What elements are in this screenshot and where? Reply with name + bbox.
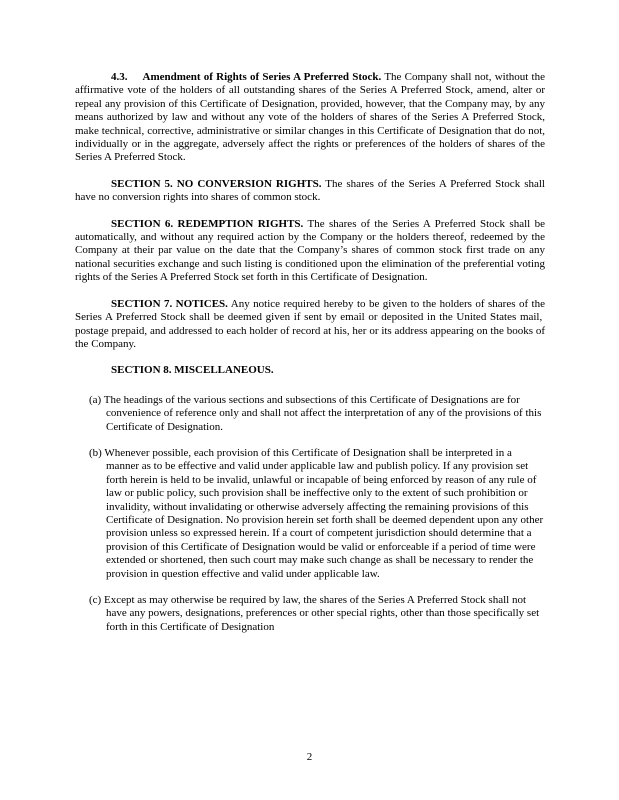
list-item-b-marker: (b) [89,446,102,459]
paragraph-section-5 [75,178,545,205]
paragraph-section-8-heading [75,364,545,377]
section-7-body: Any notice required hereby to be given to the holders of shares of the Series A Preferred Stock shall be deemed given if sent by email or deposited in the United States mail, postage prepaid, and addressed to each holder of record at his, her or its address appearing on the books of the Company. [75,297,545,350]
list-item-c-text: Except as may otherwise be required by law, the shares of the Series A Preferred Stock shall not have any powers, designations, preferences or other special rights, other than those specifically set forth in this Certificate of Designation [103,594,540,633]
section-7-title: SECTION 7. NOTICES. [111,297,228,310]
list-item-b-text: Whenever possible, each provision of this Certificate of Designation shall be interpreted in a manner as to be effective and valid under applicable law and publish policy. If any provision set forth herein is held to be invalid, unlawful or incapable of being enforced by reason of any rule of law or public policy, such provision shall be ineffective only to the extent of such prohibition or invalidity, without invalidating or otherwise adversely affecting the remaining provisions of this Certificate of Designation. No provision herein set forth shall be deemed dependent upon any other provision unless so expressed herein. If a court of competent jurisdiction should determine that a provision of this Certificate of Designation would be valid or enforceable if a period of time were extended or shortened, then such court may make such change as shall be necessary to render the provision in question effective and valid under applicable law. [104,446,544,580]
section-8-title: SECTION 8. MISCELLANEOUS. [111,364,274,377]
section-5-title: SECTION 5. NO CONVERSION RIGHTS. [111,177,322,190]
clause-title: Amendment of Rights of Series A Preferred Stock. [142,71,382,83]
list-item-b [89,447,545,581]
page-number: 2 [306,751,313,763]
paragraph-section-7 [75,298,545,352]
section-6-title: SECTION 6. REDEMPTION RIGHTS. [111,217,304,230]
list-item-a [89,394,545,434]
list-item-a-marker: (a) [89,393,102,406]
list-item-c-marker: (c) [89,594,102,606]
section-6-body: The shares of the Series A Preferred Stock shall be automatically, and without any required action by the Company or the holders thereof, redeemed by the Company at their par value on the date that the Company’s shares of common stock first trade on any national securities exchange and such listing is conditioned upon the elimination of the preferential voting rights of the Series A Preferred Stock set forth in this Certificate of Designation. [75,217,545,284]
clause-number: 4.3. [111,71,128,83]
miscellaneous-list [89,394,545,635]
paragraph-4-3 [75,71,545,165]
list-item-a-text: The headings of the various sections and subsections of this Certificate of Designations are for convenience of reference only and shall not affect the interpretation of any of the provisions of this Certificate of Designation. [103,393,542,433]
clause-body: The Company shall not, without the affirmative vote of the holders of all outstanding shares of the Series A Preferred Stock, amend, alter or repeal any provision of this Certificate of Designation, provided, however, that the Company may, by any means authorized by law and without any vote of the holders of shares of the Series A Preferred Stock, make technical, corrective, administrative or similar changes in this Certificate of Designation that do not, individually or in the aggregate, adversely affect the rights or preferences of the holders of shares of the Series A Preferred Stock. [75,71,545,164]
paragraph-section-6 [75,218,545,285]
list-item-c [89,594,545,634]
section-5-body: The shares of the Series A Preferred Stock shall have no conversion rights into shares of common stock. [75,177,545,204]
document-content [75,71,545,647]
